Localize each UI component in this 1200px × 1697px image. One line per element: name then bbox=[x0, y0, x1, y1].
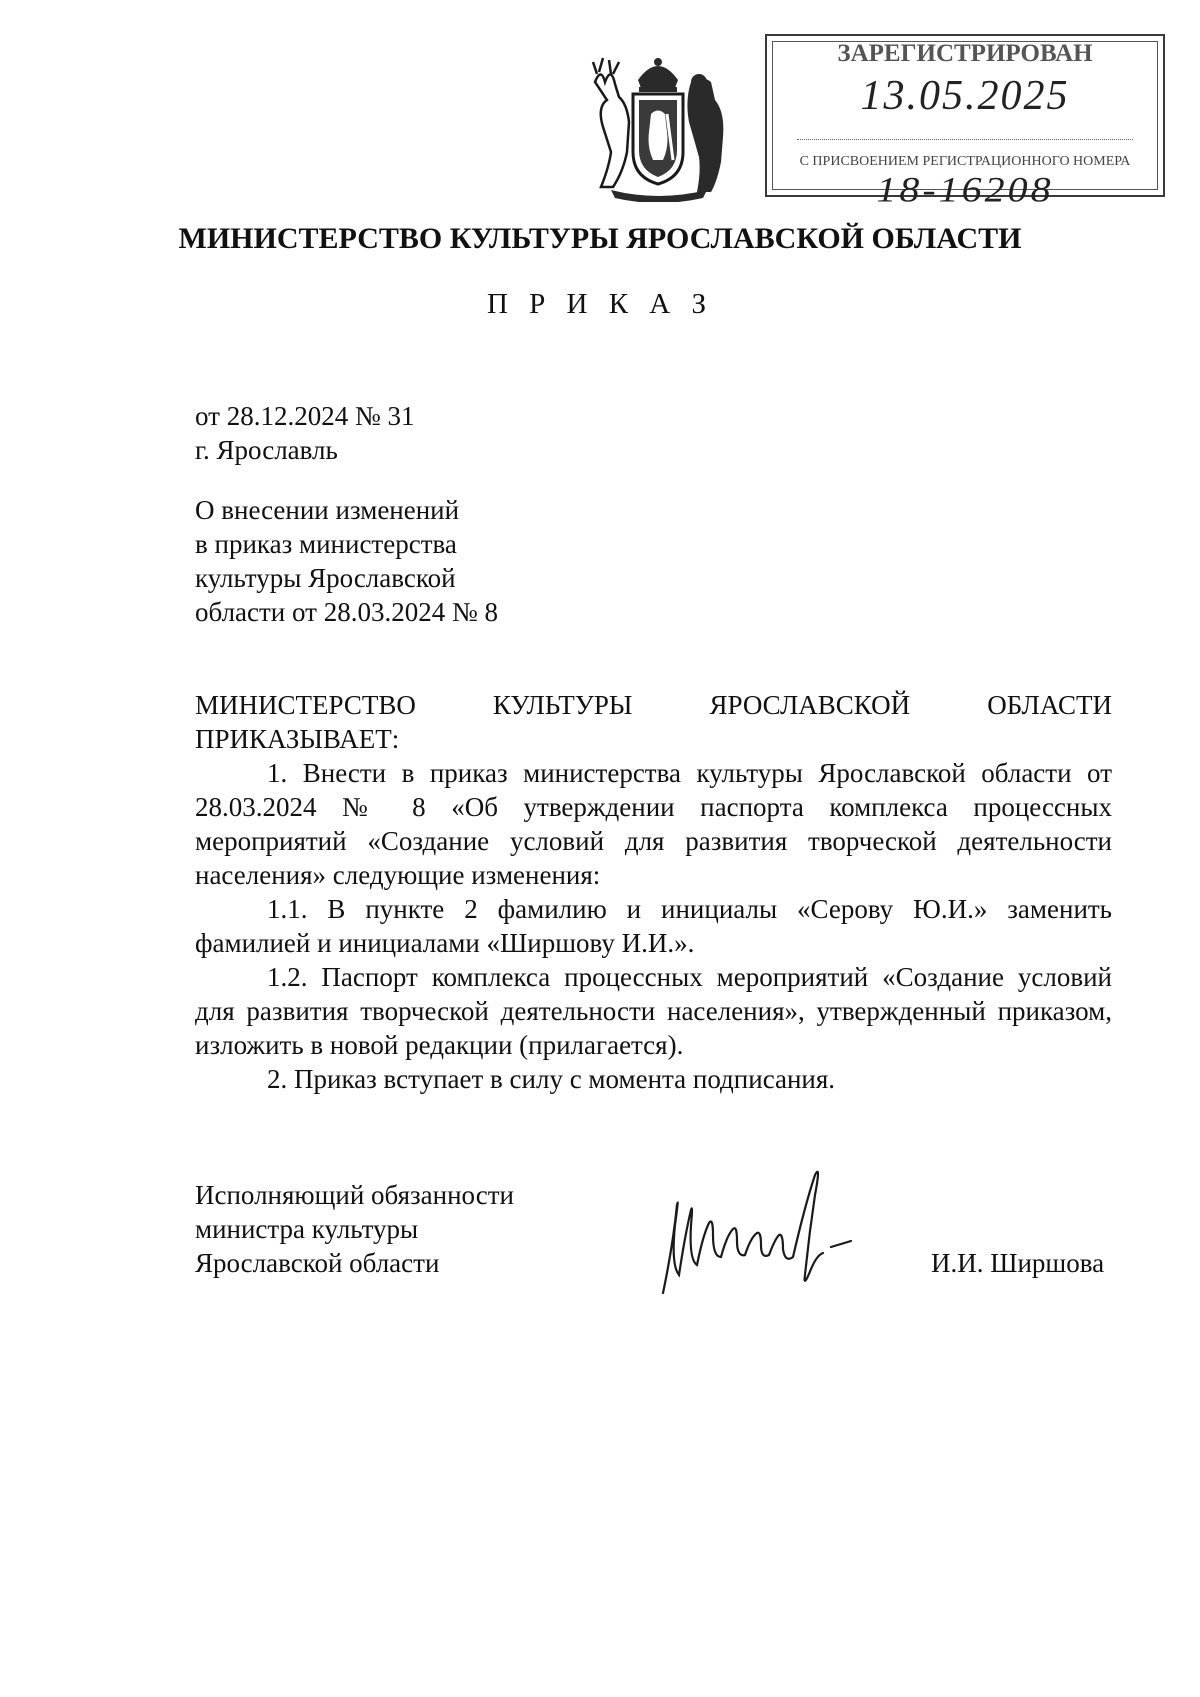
stamp-divider bbox=[797, 139, 1133, 140]
position-line: министра культуры bbox=[195, 1214, 419, 1244]
signer-name: И.И. Ширшова bbox=[931, 1248, 1105, 1278]
subject-line: культуры Ярославской bbox=[195, 563, 456, 593]
paragraph-1-2: 1.2. Паспорт комплекса процессных мероприятий «Создание условий для развития творческой деятельности населения», утвержденный приказом, изложить в новой редакции (прилагается). bbox=[195, 962, 1112, 1060]
stamp-number: 18-16208 bbox=[876, 169, 1054, 210]
ministry-title: МИНИСТЕРСТВО КУЛЬТУРЫ ЯРОСЛАВСКОЙ ОБЛАСТИ bbox=[178, 222, 1022, 255]
signer-position bbox=[195, 1178, 514, 1280]
city: г. Ярославль bbox=[195, 435, 338, 465]
handwritten-signature-icon bbox=[655, 1165, 880, 1305]
document-body bbox=[195, 688, 1112, 1096]
coat-of-arms-icon bbox=[583, 52, 733, 202]
paragraph-1: 1. Внести в приказ министерства культуры Ярославской области от 28.03.2024 № 8 «Об утверждении паспорта комплекса процессных мероприятий «Создание условий для развития творческой деятельности населения» следующие изменения: bbox=[195, 758, 1112, 890]
position-line: Исполняющий обязанности bbox=[195, 1180, 514, 1210]
document-subject bbox=[195, 493, 498, 629]
document-meta bbox=[195, 399, 414, 467]
paragraph-1-1: 1.1. В пункте 2 фамилию и инициалы «Серову Ю.И.» заменить фамилией и инициалами «Ширшову И.И.». bbox=[195, 894, 1112, 958]
subject-line: О внесении изменений bbox=[195, 495, 460, 525]
document-type: П Р И К А З bbox=[486, 288, 714, 320]
stamp-title: ЗАРЕГИСТРИРОВАН bbox=[837, 40, 1093, 67]
position-line: Ярославской области bbox=[195, 1248, 440, 1278]
registration-stamp bbox=[765, 34, 1165, 210]
body-lead: МИНИСТЕРСТВО КУЛЬТУРЫ ЯРОСЛАВСКОЙ ОБЛАСТИ bbox=[195, 690, 1112, 720]
date-number: от 28.12.2024 № 31 bbox=[195, 401, 415, 431]
stamp-caption: С ПРИСВОЕНИЕМ РЕГИСТРАЦИОННОГО НОМЕРА bbox=[799, 154, 1131, 169]
paragraph-2: 2. Приказ вступает в силу с момента подписания. bbox=[267, 1064, 836, 1094]
subject-line: в приказ министерства bbox=[195, 529, 457, 559]
stamp-date: 13.05.2025 bbox=[860, 73, 1070, 119]
body-lead-continuation: ПРИКАЗЫВАЕТ: bbox=[195, 724, 400, 754]
subject-line: области от 28.03.2024 № 8 bbox=[195, 597, 498, 627]
